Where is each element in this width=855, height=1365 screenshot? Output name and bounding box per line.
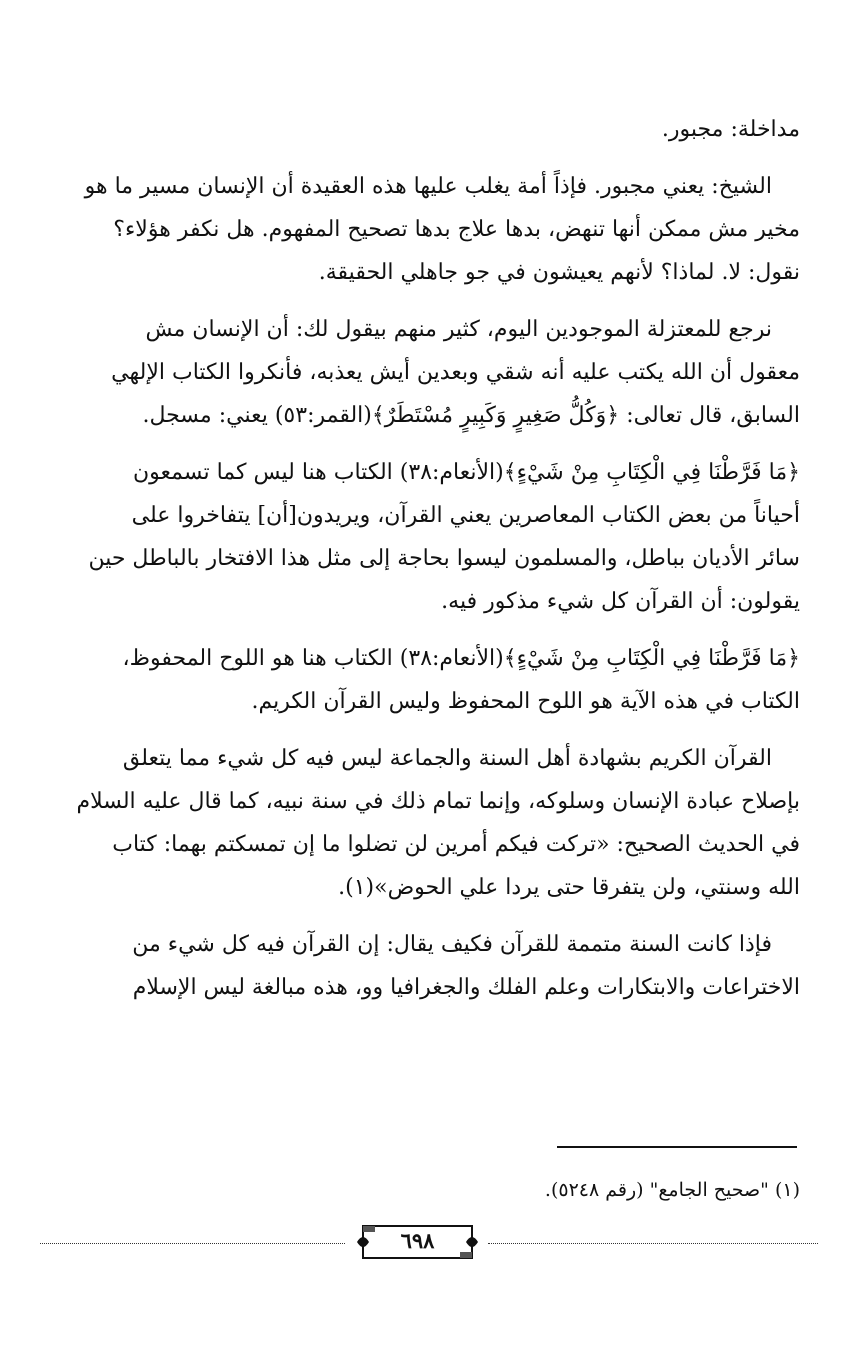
paragraph-2 <box>52 165 800 294</box>
text-line: نقول: لا. لماذا؟ لأنهم يعيشون في جو جاهلي الحقيقة. <box>318 260 800 285</box>
text-line: مداخلة: مجبور. <box>661 117 800 142</box>
paragraph-1 <box>52 108 800 151</box>
text-line: فإذا كانت السنة متممة للقرآن فكيف يقال: إن القرآن فيه كل شيء من <box>132 932 772 957</box>
text-line: سائر الأديان بباطل، والمسلمون ليسوا بحاجة إلى مثل هذا الافتخار بالباطل حين <box>88 546 800 571</box>
footer-dotted-rule <box>488 1243 818 1244</box>
text-line: يقولون: أن القرآن كل شيء مذكور فيه. <box>441 589 800 614</box>
text-line: الشيخ: يعني مجبور. فإذاً أمة يغلب عليها هذه العقيدة أن الإنسان مسير ما هو <box>84 174 772 199</box>
footer-dotted-rule <box>40 1243 345 1244</box>
footnote-separator <box>557 1146 797 1148</box>
page-footer <box>40 1222 818 1266</box>
page-number: ٦٩٨ <box>400 1228 435 1253</box>
text-line: السابق، قال تعالى: ﴿وَكُلُّ صَغِيرٍ وَكَبِيرٍ مُسْتَطَرٌ﴾(القمر:٥٣) يعني: مسجل. <box>142 403 800 428</box>
paragraph-6 <box>52 737 800 909</box>
text-line: الاختراعات والابتكارات وعلم الفلك والجغرافيا وو، هذه مبالغة ليس الإسلام <box>132 975 800 1000</box>
footnote: (١) "صحيح الجامع" (رقم ٥٢٤٨). <box>544 1179 800 1201</box>
text-line: نرجع للمعتزلة الموجودين اليوم، كثير منهم بيقول لك: أن الإنسان مش <box>145 317 772 342</box>
text-line: القرآن الكريم بشهادة أهل السنة والجماعة ليس فيه كل شيء مما يتعلق <box>122 746 772 771</box>
text-line: الكتاب في هذه الآية هو اللوح المحفوظ وليس القرآن الكريم. <box>251 689 800 714</box>
text-line: ﴿مَا فَرَّطْنَا فِي الْكِتَابِ مِنْ شَيْءٍ﴾(الأنعام:٣٨) الكتاب هنا ليس كما تسمعون <box>132 460 800 485</box>
text-line: معقول أن الله يكتب عليه أنه شقي وبعدين أيش يعذبه، فأنكروا الكتاب الإلهي <box>111 360 800 385</box>
paragraph-5 <box>52 637 800 723</box>
text-line: مخير مش ممكن أنها تنهض، بدها علاج بدها تصحيح المفهوم. هل نكفر هؤلاء؟ <box>113 217 800 242</box>
paragraph-4 <box>52 451 800 623</box>
text-line: أحياناً من بعض الكتاب المعاصرين يعني القرآن، ويريدون[أن] يتفاخروا على <box>131 503 800 528</box>
page-body <box>52 108 800 1023</box>
paragraph-7 <box>52 923 800 1009</box>
page-number-frame <box>355 1222 480 1262</box>
text-line: في الحديث الصحيح: «تركت فيكم أمرين لن تضلوا ما إن تمسكتم بهما: كتاب <box>112 832 800 857</box>
text-line: ﴿مَا فَرَّطْنَا فِي الْكِتَابِ مِنْ شَيْءٍ﴾(الأنعام:٣٨) الكتاب هنا هو اللوح المحفوظ، <box>122 646 800 671</box>
text-line: بإصلاح عبادة الإنسان وسلوكه، وإنما تمام ذلك في سنة نبيه، كما قال عليه السلام <box>76 789 800 814</box>
text-line: الله وسنتي، ولن يتفرقا حتى يردا علي الحوض»(١). <box>338 875 800 900</box>
paragraph-3 <box>52 308 800 437</box>
